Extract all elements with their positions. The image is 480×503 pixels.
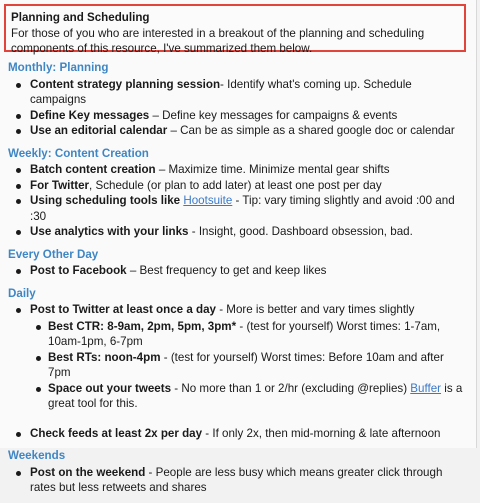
list-item <box>8 162 468 178</box>
list-item <box>8 426 468 442</box>
item-bold: Best RTs: noon-4pm <box>48 350 161 364</box>
item-bold: Content strategy planning session <box>30 77 221 91</box>
section-title-daily: Daily <box>8 286 36 300</box>
buffer-link[interactable]: Buffer <box>410 381 442 395</box>
section-weekly <box>8 146 468 240</box>
section-title-weekends: Weekends <box>8 449 66 462</box>
list-item <box>8 108 468 124</box>
list-item <box>8 193 468 224</box>
list-item <box>8 77 468 108</box>
hootsuite-link[interactable]: Hootsuite <box>183 194 233 207</box>
weekends-list <box>8 465 468 496</box>
list-item <box>8 465 468 496</box>
item-bold: Best CTR: 8-9am, 2pm, 5pm, 3pm* <box>48 319 237 333</box>
daily-list <box>8 302 468 441</box>
item-bold: Using scheduling tools like <box>30 194 184 207</box>
section-monthly <box>8 60 468 139</box>
item-text: – Best frequency to get and keep likes <box>126 264 327 277</box>
item-text: is a great tool for this. <box>48 381 463 410</box>
sub-list-item <box>30 350 468 381</box>
item-text: - If only 2x, then mid-morning & late afternoon <box>202 426 441 440</box>
sub-list-item <box>30 319 468 350</box>
spacer <box>30 412 468 426</box>
section-title-monthly: Monthly: Planning <box>8 61 109 74</box>
item-bold: Post on the weekend <box>30 465 146 479</box>
item-text: , Schedule (or plan to add later) at least one post per day <box>89 178 382 192</box>
section-title-weekly: Weekly: Content Creation <box>8 146 149 160</box>
item-bold: Define Key messages <box>30 108 150 122</box>
item-text: - People are less busy which means greater click through rates but less retweets and shares <box>30 465 443 494</box>
item-text: - (test for yourself) Worst times: Before 10am and after 7pm <box>48 350 444 379</box>
item-text: – Maximize time. Minimize mental gear shifts <box>155 163 390 176</box>
item-bold: For Twitter <box>30 178 90 192</box>
list-item <box>8 224 468 240</box>
monthly-list <box>8 77 468 139</box>
list-item <box>8 263 468 279</box>
intro-title: Planning and Scheduling <box>11 11 150 24</box>
section-daily <box>8 286 468 442</box>
item-text: - No more than 1 or 2/hr (excluding @replies) <box>171 381 411 395</box>
list-item <box>8 178 468 194</box>
item-bold: Check feeds at least 2x per day <box>30 426 203 440</box>
sub-list-item <box>30 381 468 412</box>
twitter-sub-list <box>30 319 468 412</box>
schedule-content <box>8 60 468 503</box>
item-text: - (test for yourself) Worst times: 1-7am, 10am-1pm, 6-7pm <box>48 319 441 348</box>
item-text: - More is better and vary times slightly <box>215 303 415 316</box>
item-text: - Tip: vary timing slightly and avoid :00 and :30 <box>30 194 455 223</box>
item-bold: Batch content creation <box>30 163 156 176</box>
item-text: - Insight, good. Dashboard obsession, bad. <box>188 225 413 238</box>
highlighted-intro-box <box>4 4 466 55</box>
item-text: – Define key messages for campaigns & events <box>149 108 398 122</box>
item-bold: Post to Twitter at least once a day <box>30 303 216 316</box>
item-bold: Use analytics with your links <box>30 225 189 238</box>
section-every-other-day <box>8 247 468 279</box>
list-item <box>8 123 468 139</box>
list-item <box>8 302 468 426</box>
weekly-list <box>8 162 468 240</box>
every-other-day-list <box>8 263 468 279</box>
section-weekends <box>8 448 468 496</box>
item-bold: Post to Facebook <box>30 264 127 277</box>
section-title-every-other-day: Every Other Day <box>8 247 99 261</box>
intro-text: For those of you who are interested in a breakout of the planning and scheduling components of this resource, I've summarized them below. <box>11 26 425 55</box>
item-text: - Identify what's coming up. Schedule campaigns <box>30 77 412 106</box>
item-bold: Use an editorial calendar <box>30 124 168 137</box>
item-bold: Space out your tweets <box>48 381 172 395</box>
item-text: – Can be as simple as a shared google doc or calendar <box>167 124 455 137</box>
